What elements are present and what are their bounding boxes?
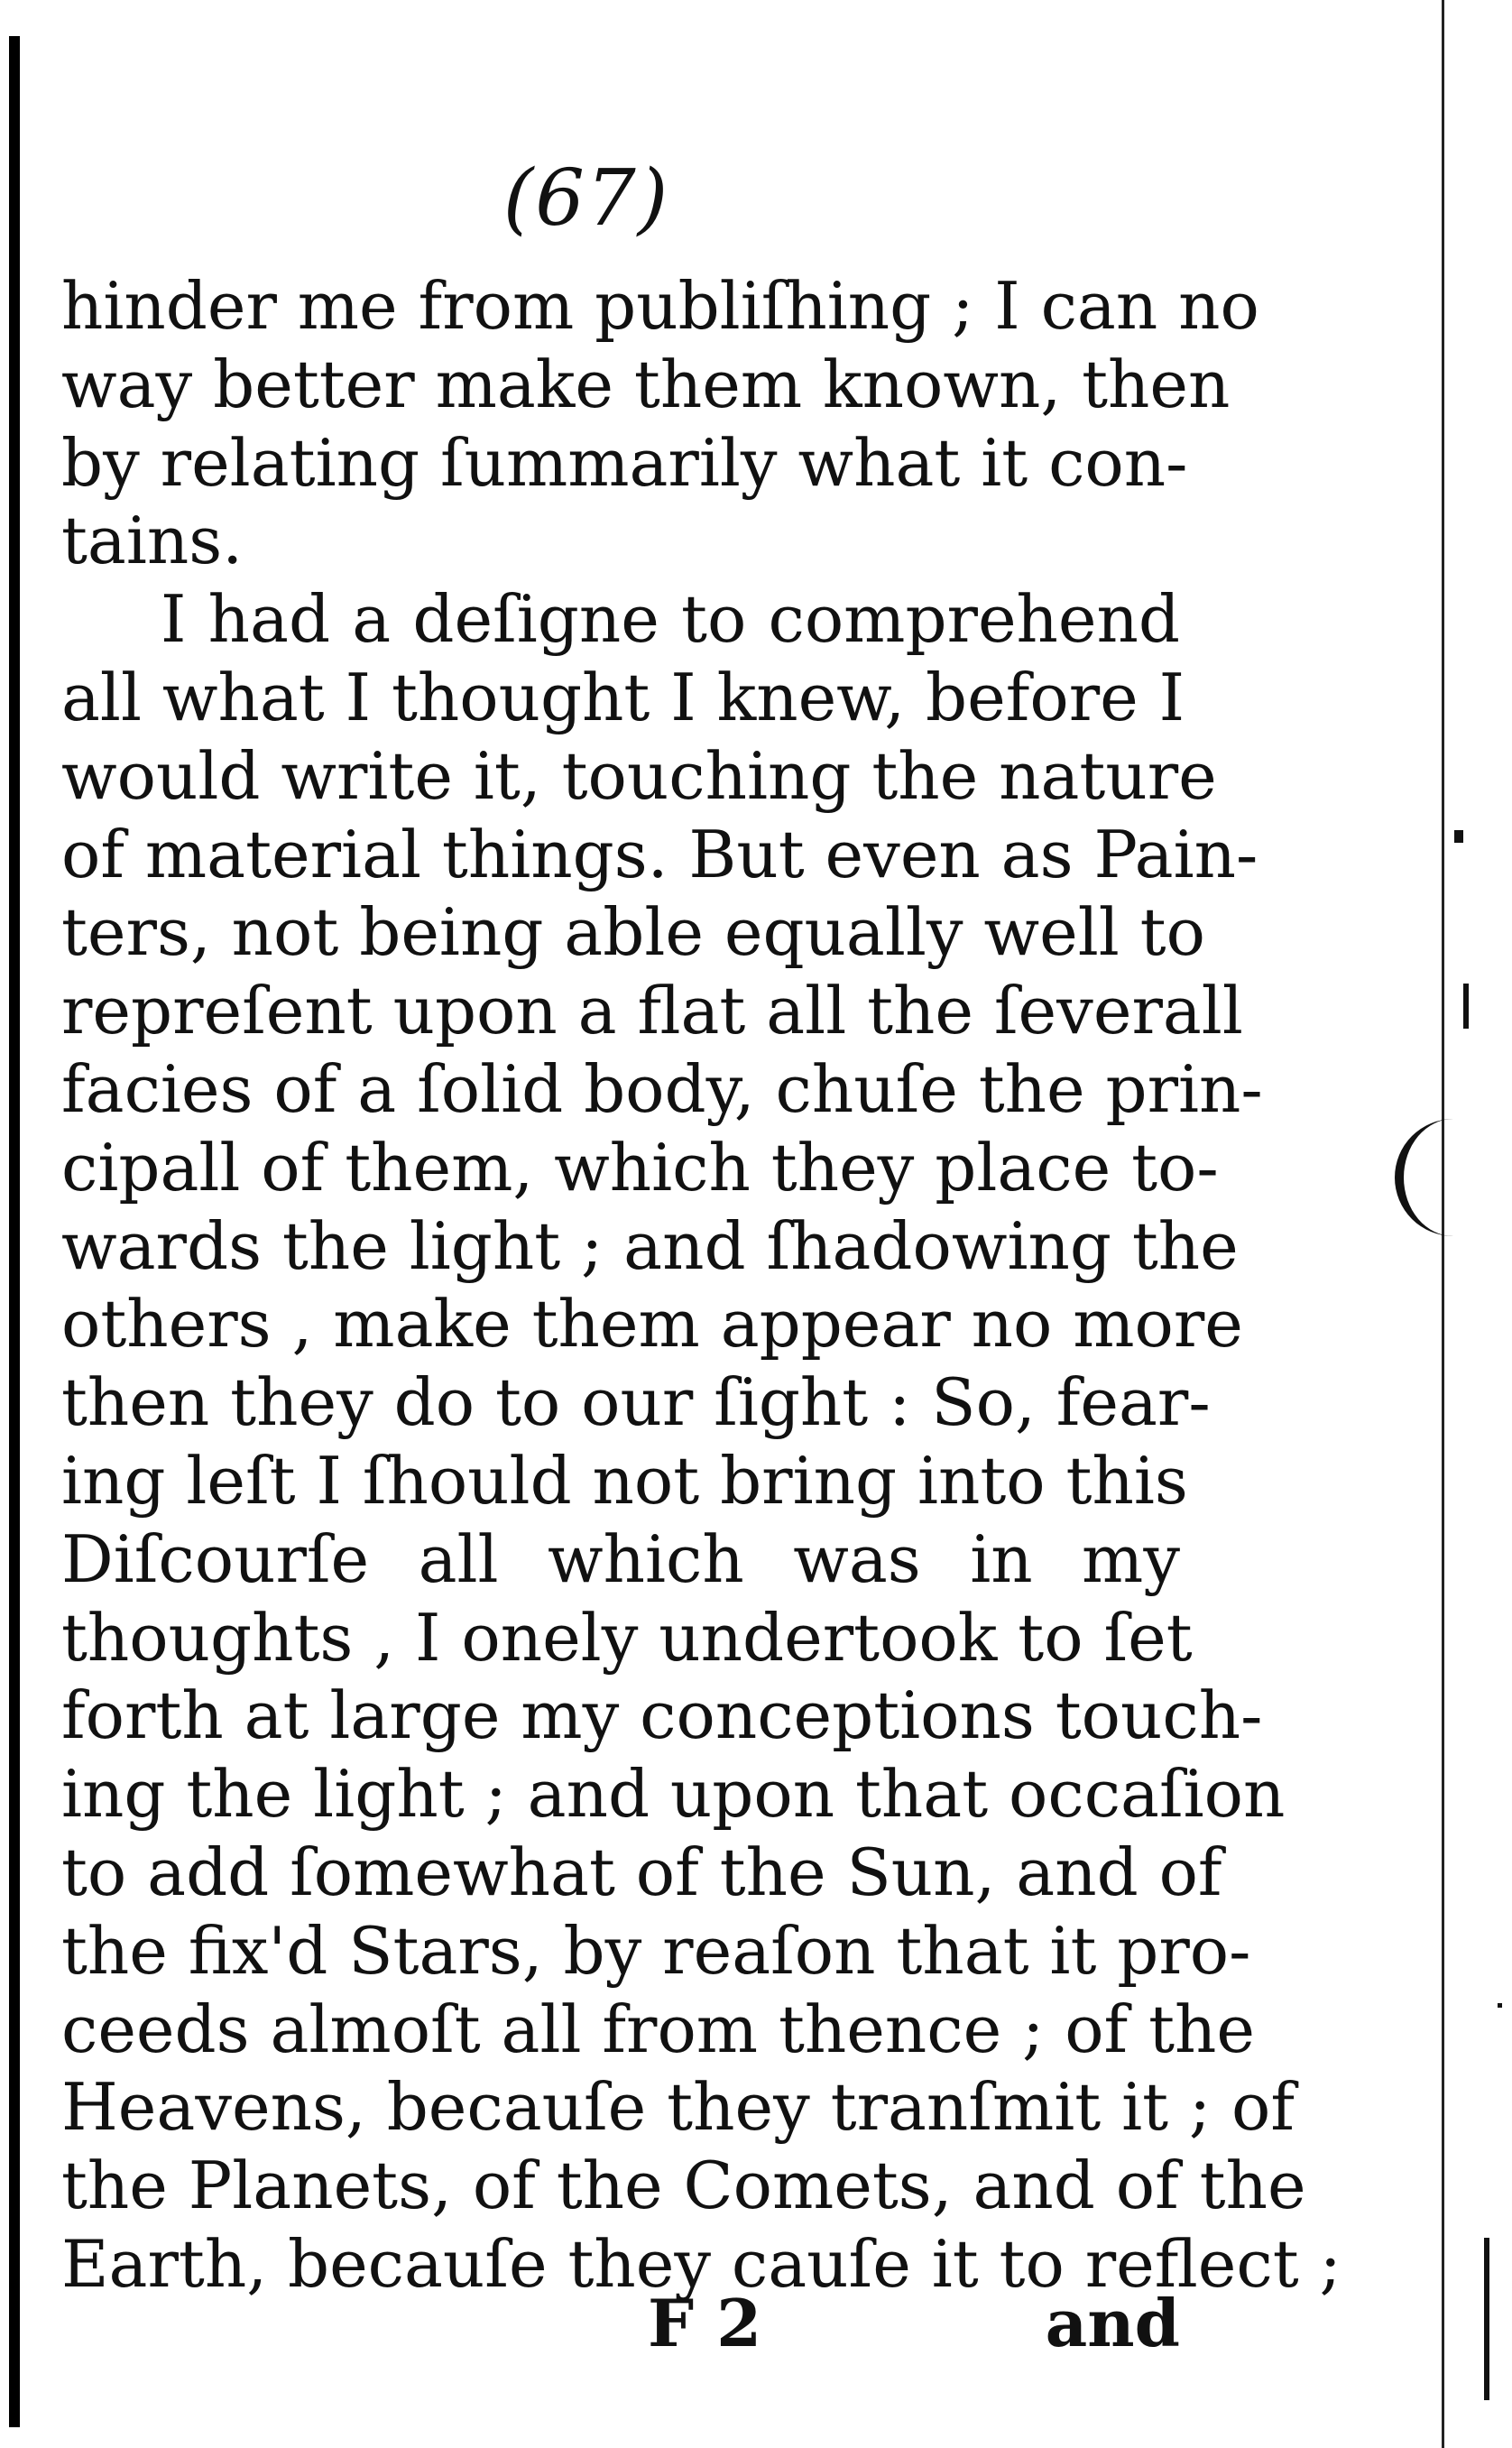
text-line: Heavens, becauſe they tranſmit it ; of: [61, 2069, 1295, 2146]
edge-mark: [1484, 2238, 1489, 2400]
text-line: would write it, touching the nature: [61, 737, 1217, 814]
text-line: Diſcourſe all which was in my: [61, 1520, 1180, 1597]
edge-mark: [1454, 830, 1463, 843]
page-number: (67): [502, 153, 670, 244]
text-line: forth at large my conceptions touch-: [61, 1677, 1263, 1754]
text-line: wards the light ; and ſhadowing the: [61, 1207, 1239, 1284]
text-line: thoughts , I onely undertook to ſet: [61, 1599, 1193, 1676]
binding-gutter: [9, 36, 20, 2427]
text-line: Earth, becauſe they cauſe it to reflect ;: [61, 2225, 1341, 2302]
text-line: ceeds almoſt all from thence ; of the: [61, 1991, 1255, 2067]
text-line: ing the light ; and upon that occaſion: [61, 1756, 1286, 1833]
text-line: ters, not being able equally well to: [61, 894, 1205, 971]
text-line: I had a deſigne to comprehend: [161, 581, 1180, 658]
text-line: by relating ſummarily what it con-: [61, 424, 1188, 501]
text-line: cipall of them, which they place to-: [61, 1129, 1219, 1206]
text-line: the Planets, of the Comets, and of the: [61, 2148, 1306, 2224]
text-line: facies of a ſolid body, chuſe the prin-: [61, 1050, 1263, 1127]
text-line: to add ſomewhat of the Sun, and of: [61, 1834, 1222, 1910]
page-footer: [61, 2283, 1180, 2364]
text-line: all what I thought I knew, before I: [61, 659, 1185, 735]
text-line: hinder me from publiſhing ; I can no: [61, 268, 1259, 344]
edge-mark: [1498, 2003, 1502, 2008]
catchword: and: [1045, 2285, 1180, 2361]
text-line: repreſent upon a flat all the ſeverall: [61, 973, 1243, 1049]
text-line: then they do to our ſight : So, fear-: [61, 1364, 1211, 1441]
text-line: others , make them appear no more: [61, 1286, 1243, 1363]
text-line: the fix'd Stars, by reaſon that it pro-: [61, 1912, 1251, 1989]
body-text: [61, 267, 1341, 2304]
edge-mark: [1463, 984, 1469, 1029]
binding-mark: [1395, 1119, 1467, 1236]
text-line: ing leſt I ſhould not bring into this: [61, 1442, 1188, 1519]
text-line: way better make them known, then: [61, 346, 1231, 422]
signature-mark: F 2: [648, 2285, 762, 2361]
text-line: tains.: [61, 503, 244, 579]
text-line: of material things. But even as Pain-: [61, 816, 1258, 892]
